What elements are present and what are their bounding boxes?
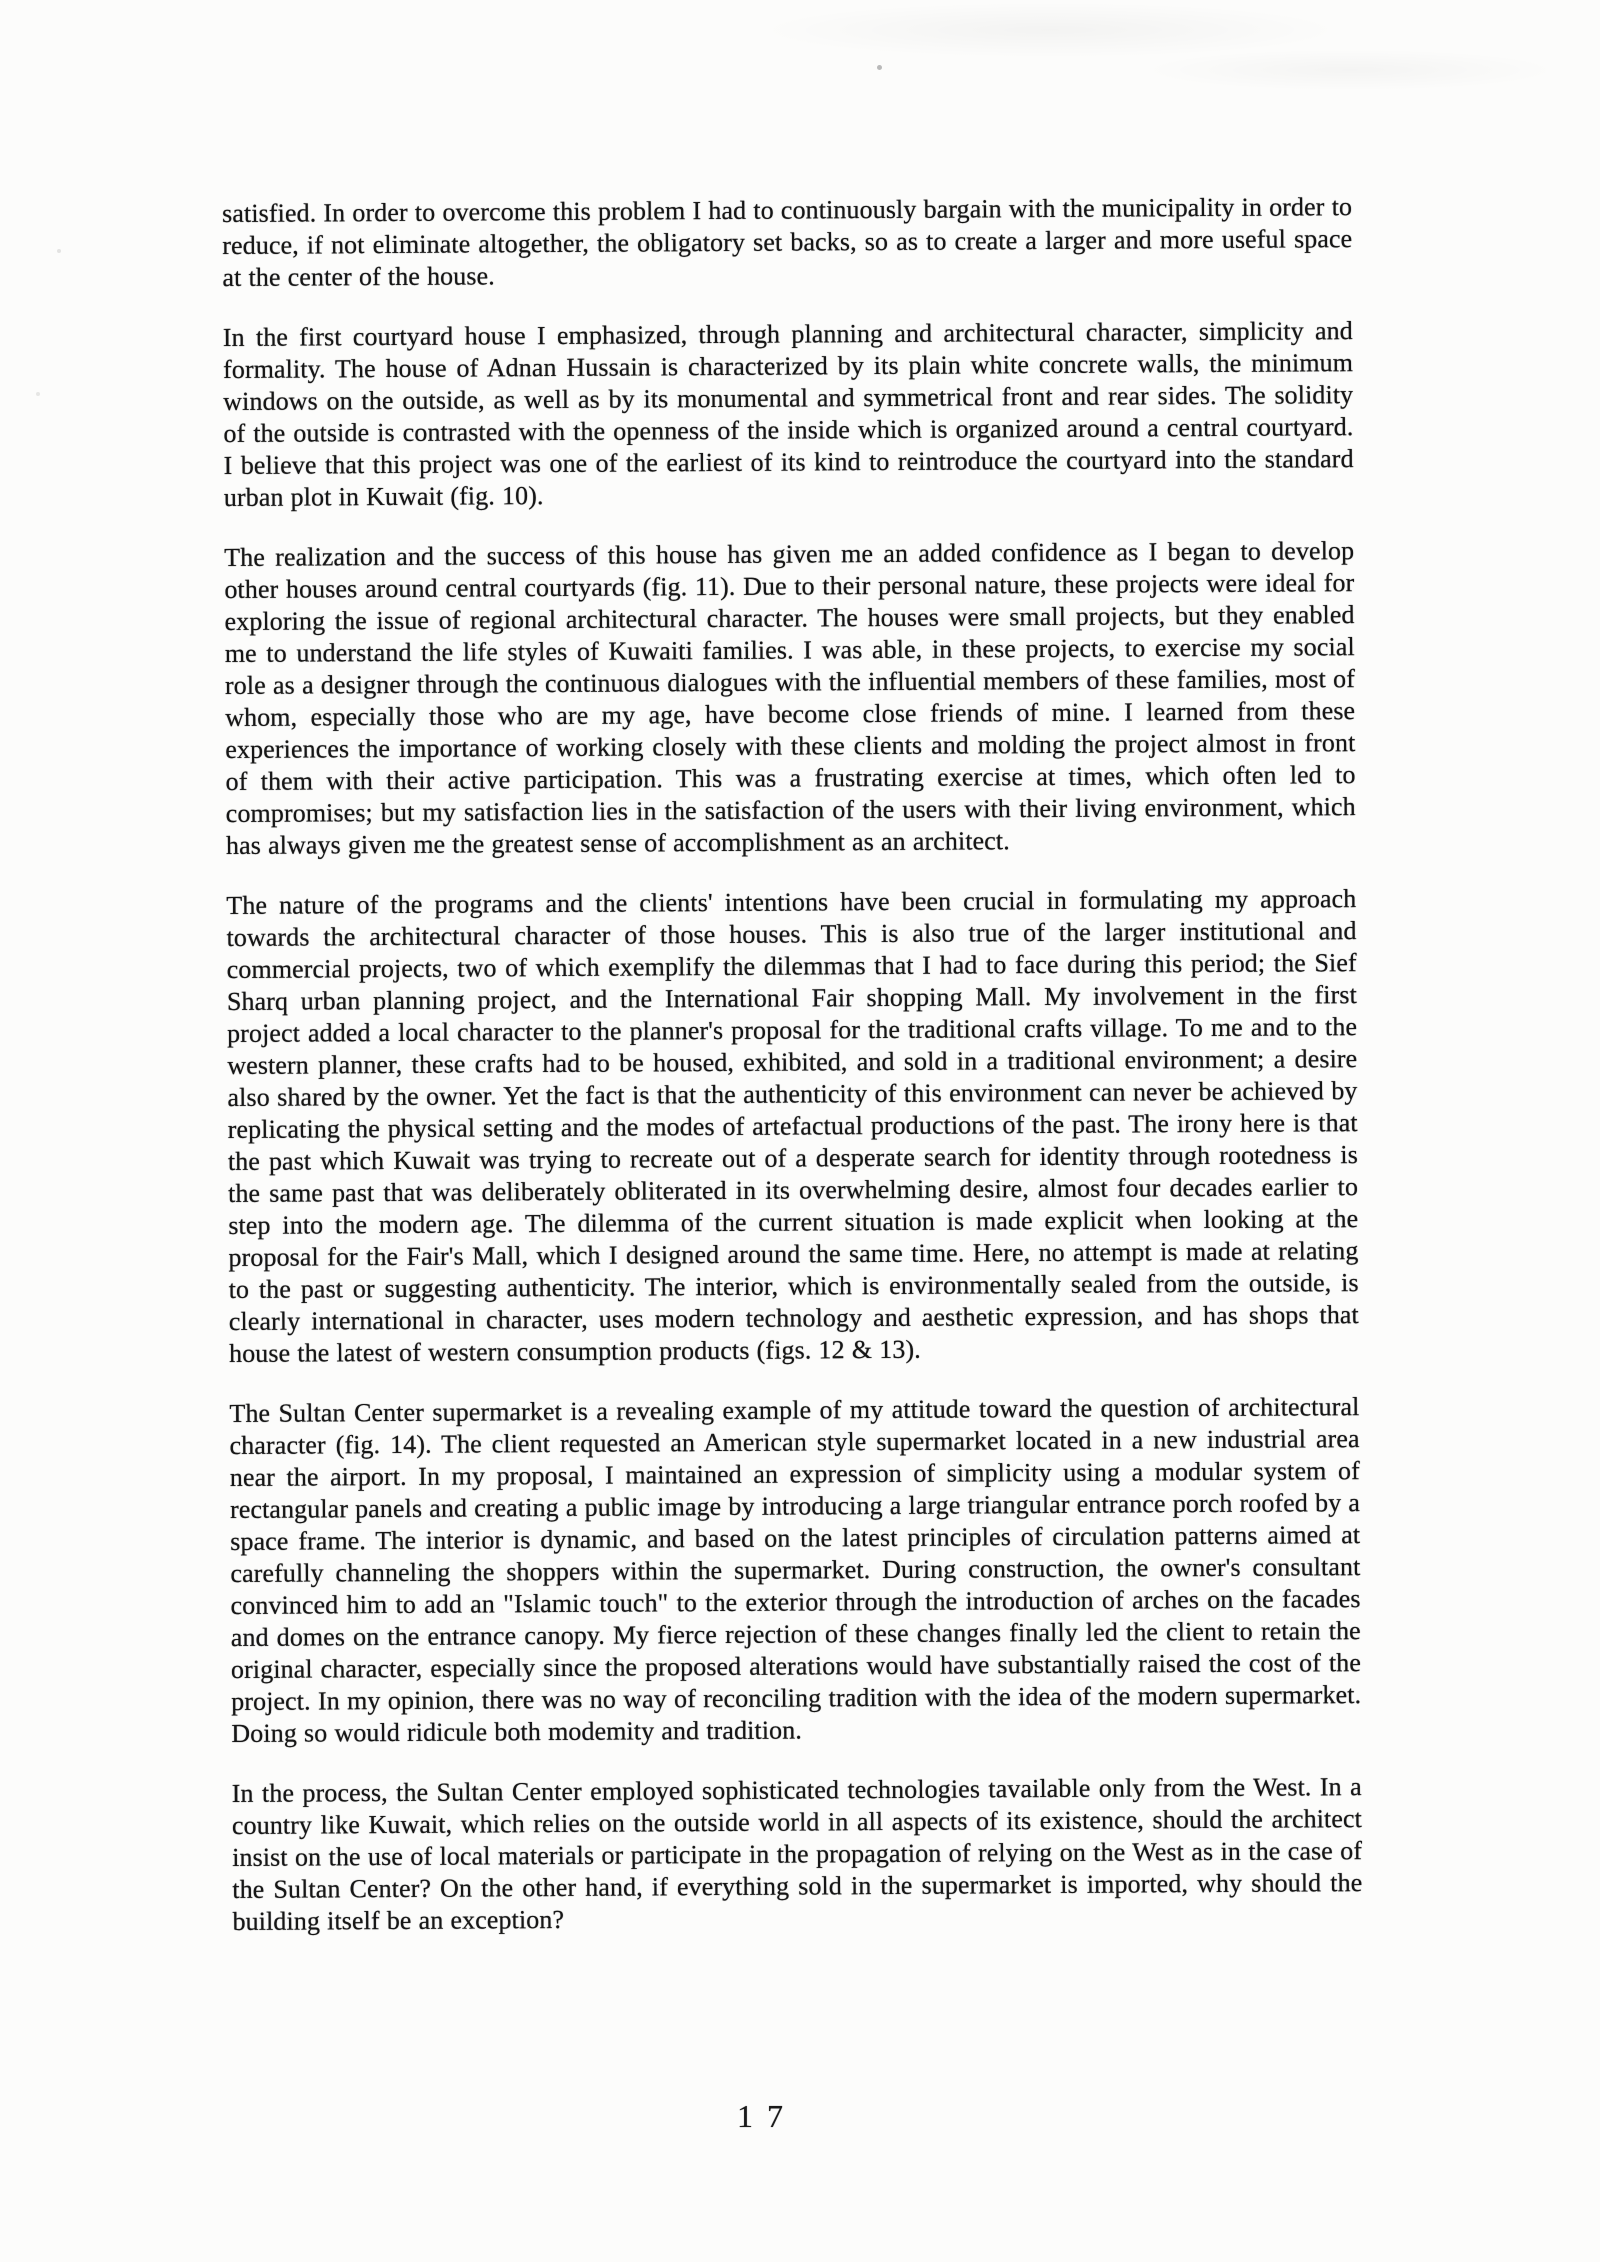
paragraph-programs-and-clients: The nature of the programs and the clients' intentions have been crucial in formulating my approach towards the architectural character of those houses. This is also true of the larger institutional and commercial projects, two of which exemplify the dilemmas that I had to face during this period; the Sief Sharq urban planning project, and the International Fair shopping Mall. My involvement in the first project added a local character to the planner's proposal for the traditional crafts village. To me and to the western planner, these crafts had to be housed, exhibited, and sold in a traditional environment; a desire also shared by the owner. Yet the fact is that the authenticity of this environment can never be achieved by replicating the physical setting and the modes of artefactual productions of the past. The irony here is that the past which Kuwait was trying to recreate out of a desperate search for identity through rootedness is the same past that was deliberately obliterated in its overwhelming desire, almost four decades earlier to step into the modern age. The dilemma of the current situation is made explicit when looking at the proposal for the Fair's Mall, which I designed around the same time. Here, no attempt is made at relating to the past or suggesting authenticity. The interior, which is environmentally sealed from the outside, is clearly international in character, uses modern technology and aesthetic expression, and has shops that house the latest of western consumption products (figs. 12 & 13). bbox=[226, 884, 1359, 1368]
paragraph-setbacks-continuation: satisfied. In order to overcome this problem I had to continuously bargain with the municipality in order to reduce, if not eliminate altogether, the obligatory set backs, so as to create a larger and more useful space at the center of the house. bbox=[222, 192, 1353, 292]
paragraph-courtyard-houses-success: The realization and the success of this house has given me an added confidence as I began to develop other houses around central courtyards (fig. 11). Due to their personal nature, these projects were ideal for exploring the issue of regional architectural character. The houses were small projects, but they enabled me to understand the life styles of Kuwaiti families. I was able, in these projects, to exercise my social role as a designer through the continuous dialogues with the influential members of these families, most of whom, especially those who are my age, have become close friends of mine. I learned from these experiences the importance of working closely with these clients and molding the project almost in front of them with their active participation. This was a frustrating exercise at times, which often led to compromises; but my satisfaction lies in the satisfaction of the users with their living environment, which has always given me the greatest sense of accomplishment as an architect. bbox=[224, 536, 1356, 860]
page-number: 17 bbox=[737, 2098, 797, 2134]
scan-speck bbox=[36, 392, 40, 396]
scan-speck bbox=[877, 65, 882, 70]
scan-speck bbox=[57, 249, 61, 253]
paragraph-first-courtyard-house: In the first courtyard house I emphasized, through planning and architectural character, simplicity and formality. The house of Adnan Hussain is characterized by its plain white concrete walls, the minimum windows on the outside, as well as by its monumental and symmetrical front and rear sides. The solidity of the outside is contrasted with the openness of the inside which is organized around a central courtyard. I believe that this project was one of the earliest of its kind to reintroduce the courtyard into the standard urban plot in Kuwait (fig. 10). bbox=[222, 316, 1354, 512]
paragraph-technologies-from-west: In the process, the Sultan Center employed sophisticated technologies tavailable only from the West. In a country like Kuwait, which relies on the outside world in all aspects of its existence, should the architect insist on the use of local materials or participate in the propagation of relying on the West as in the case of the Sultan Center? On the other hand, if everything sold in the supermarket is imported, why should the building itself be an exception? bbox=[231, 1772, 1363, 1936]
body-text bbox=[222, 191, 1363, 1966]
paragraph-sultan-center: The Sultan Center supermarket is a revealing example of my attitude toward the question of architectural character (fig. 14). The client requested an American style supermarket located in a new industrial area near the airport. In my proposal, I maintained an expression of simplicity using a modular system of rectangular panels and creating a public image by introducing a large triangular entrance porch roofed by a space frame. The interior is dynamic, and based on the latest principles of circulation patterns aimed at carefully channeling the shoppers within the supermarket. During construction, the owner's consultant convinced him to add an "Islamic touch" to the exterior through the introduction of arches on the facades and domes on the entrance canopy. My fierce rejection of these changes finally led the client to retain the original character, especially since the proposed alterations would have substantially raised the cost of the project. In my opinion, there was no way of reconciling tradition with the idea of the modern supermarket. Doing so would ridicule both modemity and tradition. bbox=[229, 1392, 1362, 1748]
